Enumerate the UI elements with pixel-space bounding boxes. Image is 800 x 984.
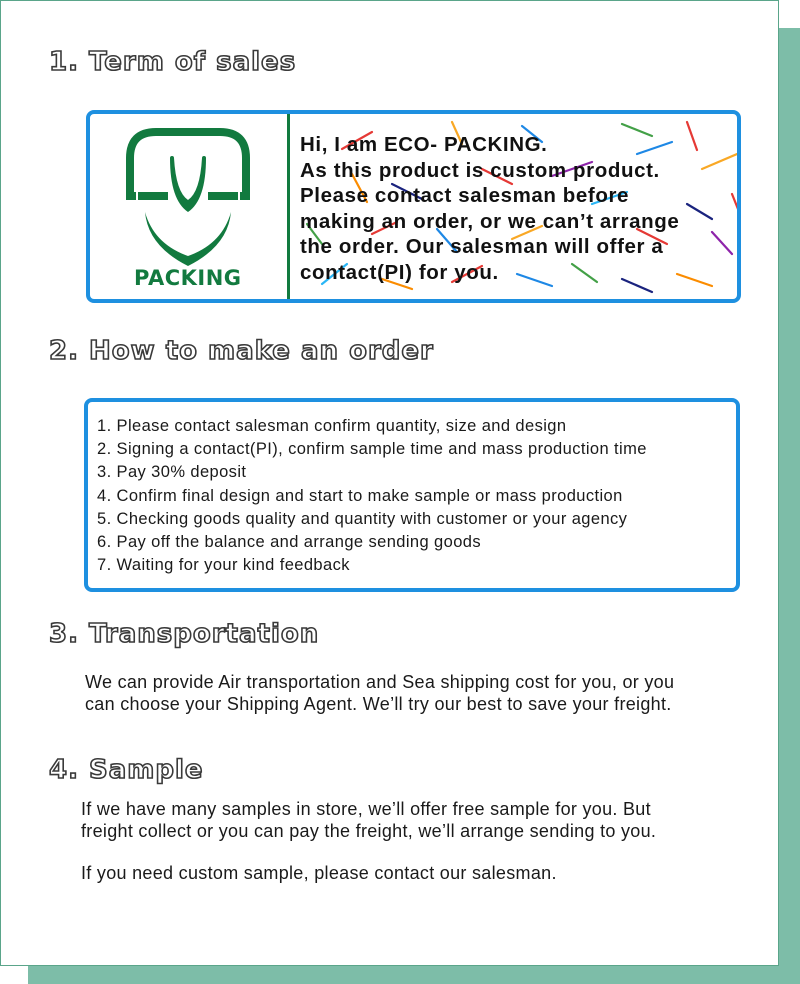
paragraph-line: If we have many samples in store, we’ll offer free sample for you. But — [81, 799, 651, 819]
list-item: 2. Signing a contact(PI), confirm sample time and mass production time — [97, 440, 647, 459]
list-item: 7. Waiting for your kind feedback — [97, 556, 350, 575]
logo — [90, 114, 286, 299]
order-steps-box — [84, 398, 740, 592]
order-steps-list — [97, 417, 647, 579]
list-item: 4. Confirm final design and start to make sample or mass production — [97, 486, 623, 505]
section-title-transportation: 3. Transportation — [49, 619, 320, 649]
eco-packing-logo-icon — [118, 120, 258, 270]
intro-line: contact(PI) for you. — [300, 260, 499, 284]
logo-wordmark: PACKING — [134, 266, 242, 290]
paragraph-line: We can provide Air transportation and Sea shipping cost for you, or you — [85, 672, 675, 692]
paragraph-line: can choose your Shipping Agent. We’ll try our best to save your freight. — [85, 694, 672, 714]
list-item: 6. Pay off the balance and arrange sending goods — [97, 532, 482, 551]
paragraph-line: freight collect or you can pay the freight, we’ll arrange sending to you. — [81, 821, 657, 841]
section-title-sample: 4. Sample — [49, 755, 204, 785]
list-item: 5. Checking goods quality and quantity with customer or your agency — [97, 509, 628, 528]
intro-line: the order. Our salesman will offer a — [300, 235, 664, 258]
sample-paragraph — [81, 798, 656, 842]
intro-line: As this product is custom product. — [300, 158, 660, 182]
section-title-terms: 1. Term of sales — [49, 47, 297, 77]
transportation-paragraph — [85, 671, 674, 715]
intro-message — [300, 132, 679, 285]
sample-note — [81, 862, 557, 884]
section-title-order: 2. How to make an order — [49, 336, 434, 366]
logo-divider — [287, 114, 290, 299]
intro-line: making an order, or we can’t arrange — [300, 209, 680, 233]
list-item: 3. Pay 30% deposit — [97, 463, 247, 482]
intro-line: Hi, I am ECO- PACKING. — [300, 133, 548, 156]
paragraph-line: If you need custom sample, please contact our salesman. — [81, 863, 557, 883]
intro-box — [86, 110, 741, 303]
list-item: 1. Please contact salesman confirm quantity, size and design — [97, 417, 567, 435]
intro-line: Please contact salesman before — [300, 184, 630, 207]
